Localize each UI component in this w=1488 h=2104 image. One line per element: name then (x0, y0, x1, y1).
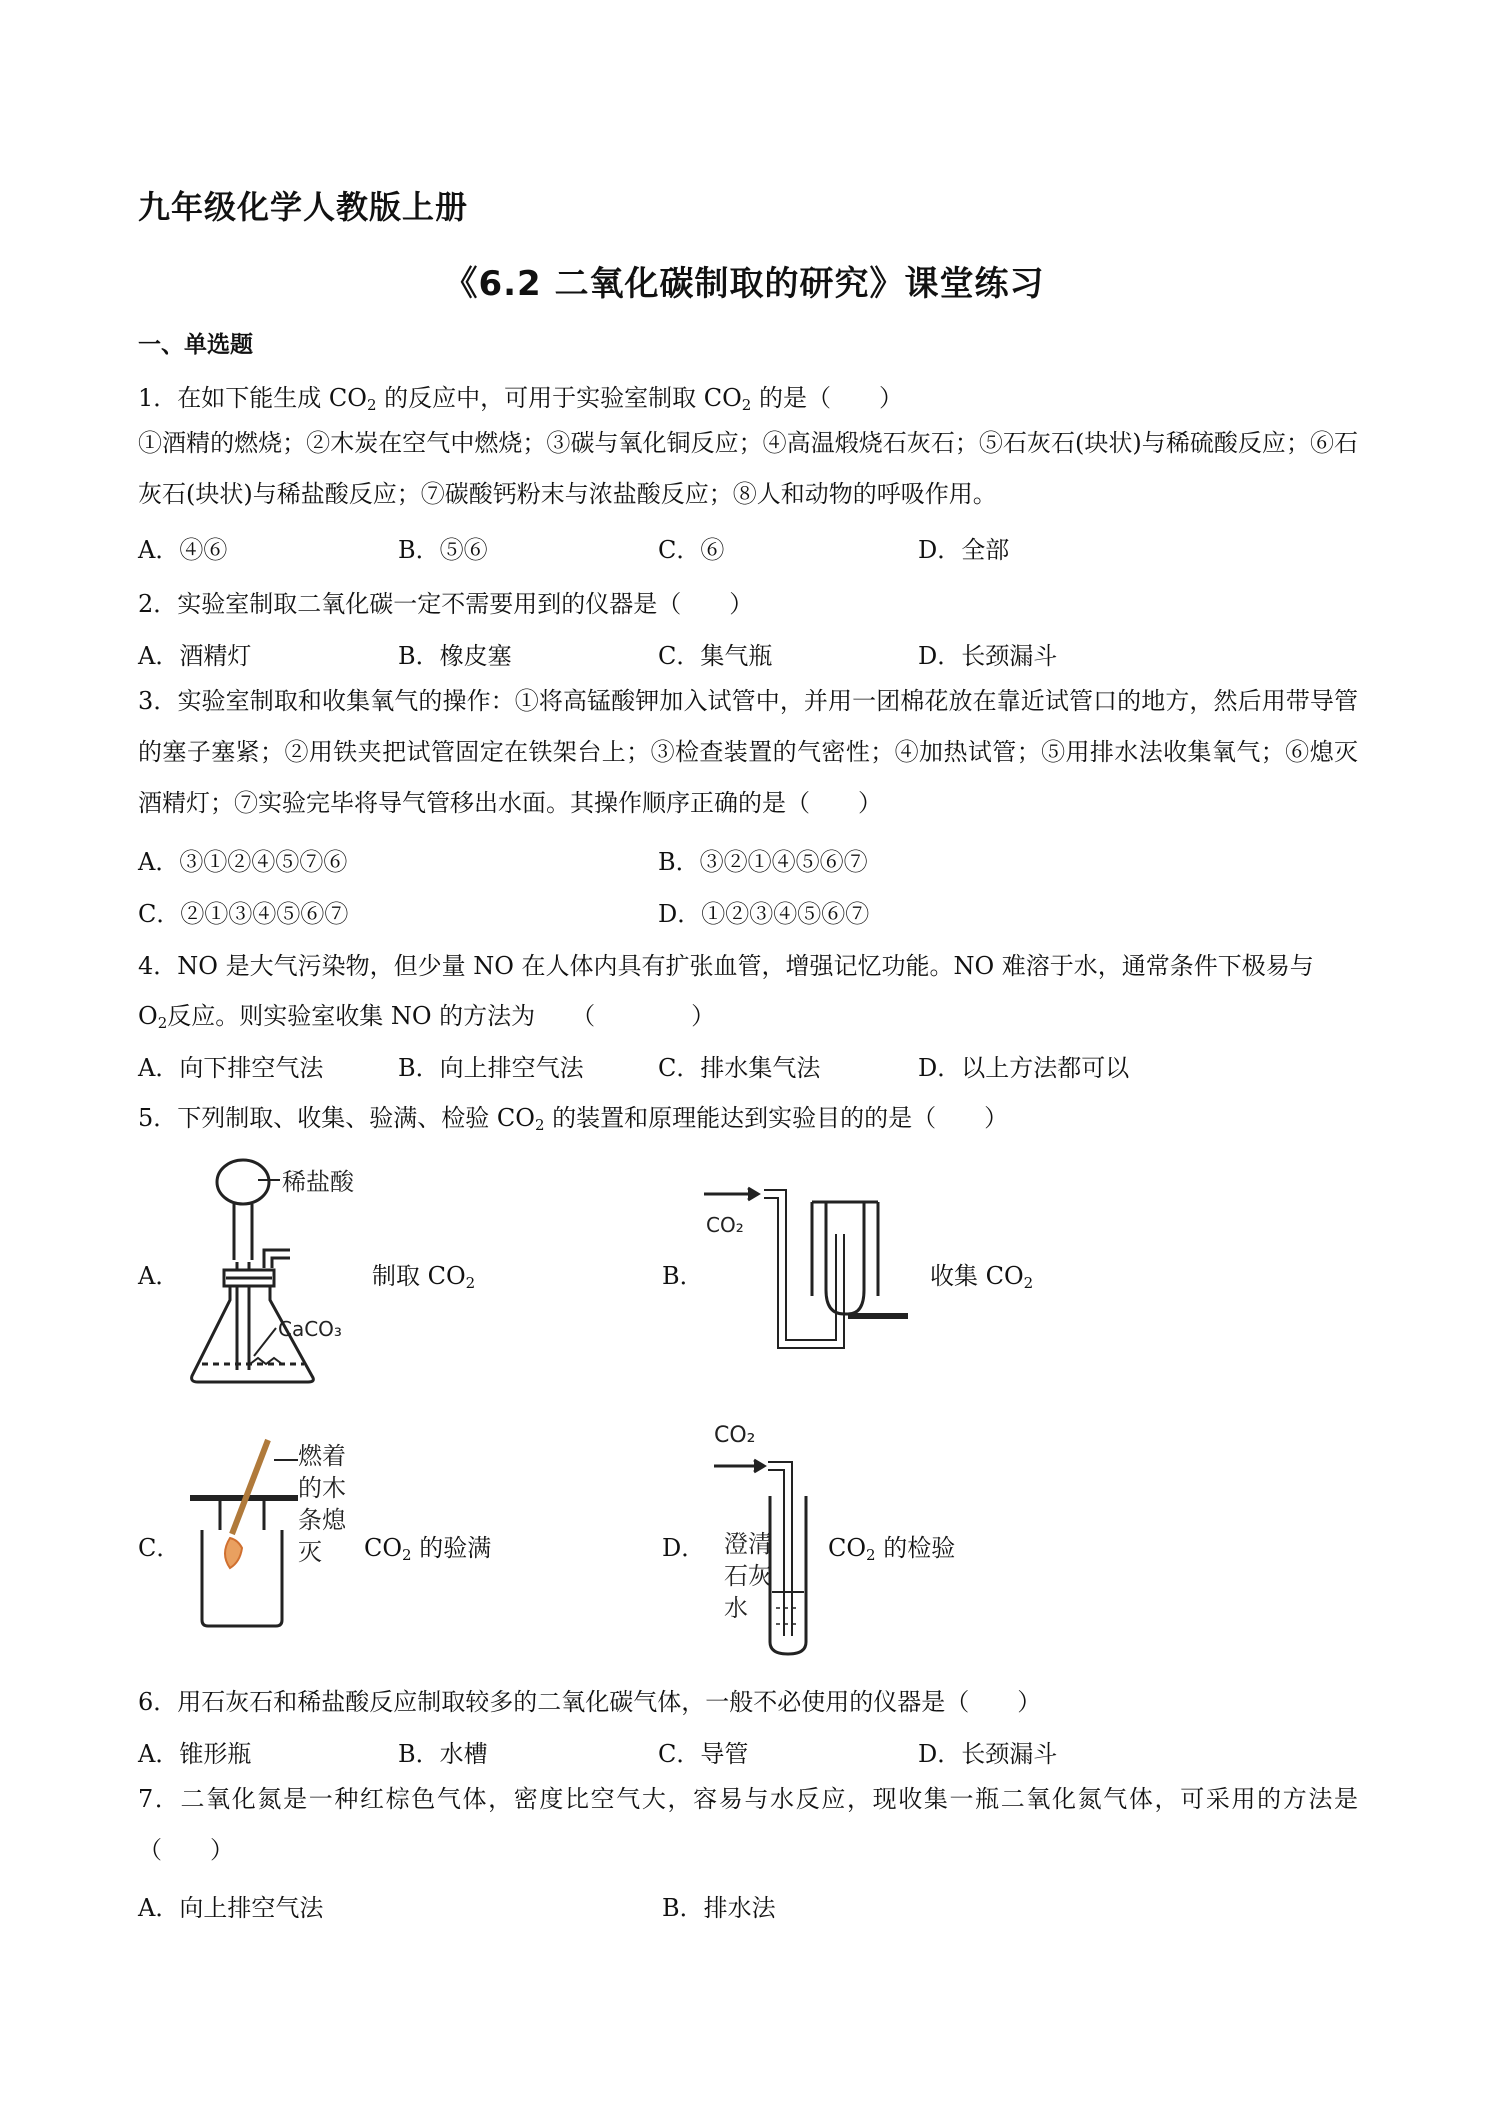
question-4-option-d[interactable]: D．以上方法都可以 (918, 1054, 1130, 1082)
fig-d-line-2: 石灰 (724, 1562, 772, 1590)
question-3-option-c[interactable]: C．②①③④⑤⑥⑦ (138, 900, 349, 928)
fig-c-line-3: 条熄 (298, 1506, 346, 1534)
question-5-option-b[interactable]: B． (662, 1262, 704, 1290)
question-5-option-c[interactable]: C． (138, 1534, 181, 1562)
option-a-caption: 制取 $CO_2$ (372, 1262, 476, 1292)
question-5-option-a[interactable]: A． (138, 1262, 180, 1290)
fig-solid-label: CaCO₃ (278, 1317, 342, 1341)
question-2-stem: 2．实验室制取二氧化碳一定不需要用到的仪器是（ ） (138, 590, 754, 618)
question-2-option-b[interactable]: B．橡皮塞 (398, 642, 512, 670)
fig-d-line-1: 澄清 (724, 1530, 772, 1558)
question-7-option-a[interactable]: A．向上排空气法 (138, 1894, 324, 1922)
fig-c-line-2: 的木 (298, 1474, 346, 1502)
question-7-option-b[interactable]: B．排水法 (662, 1894, 776, 1922)
question-7-text: 7．二氧化氮是一种红棕色气体，密度比空气大，容易与水反应，现收集一瓶二氧化氮气体，可采用的方法是（ ） (138, 1785, 1358, 1864)
question-3-option-b[interactable]: B．③②①④⑤⑥⑦ (658, 848, 868, 876)
question-2-option-d[interactable]: D．长颈漏斗 (918, 642, 1058, 670)
co2-test-diagram (712, 1416, 832, 1666)
question-6-option-c[interactable]: C．导管 (658, 1740, 749, 1768)
fig-co2-label-d: CO₂ (714, 1423, 756, 1448)
question-1-option-d[interactable]: D．全部 (918, 536, 1010, 564)
co2-generator-diagram (180, 1150, 390, 1390)
question-1-text: ①酒精的燃烧；②木炭在空气中燃烧；③碳与氧化铜反应；④高温煅烧石灰石；⑤石灰石(块状)与稀硫酸反应；⑥石灰石(块状)与稀盐酸反应；⑦碳酸钙粉末与浓盐酸反应；⑧人和动物的呼吸作用。 (138, 429, 1358, 508)
question-4-option-c[interactable]: C．排水集气法 (658, 1054, 821, 1082)
document-subtitle: 《6.2 二氧化碳制取的研究》课堂练习 (443, 264, 1045, 304)
question-4-option-a[interactable]: A．向下排空气法 (138, 1054, 324, 1082)
option-b-caption: 收集 $CO_2$ (930, 1262, 1034, 1292)
document-title: 九年级化学人教版上册 (138, 188, 469, 226)
question-1-option-c[interactable]: C．⑥ (658, 536, 725, 564)
question-6-option-a[interactable]: A．锥形瓶 (138, 1740, 252, 1768)
fig-c-line-4: 灭 (298, 1538, 322, 1566)
fig-acid-label: 稀盐酸 (282, 1168, 354, 1196)
question-5-option-d[interactable]: D． (662, 1534, 706, 1562)
question-6-stem: 6．用石灰石和稀盐酸反应制取较多的二氧化碳气体，一般不必使用的仪器是（ ） (138, 1688, 1042, 1716)
question-3-option-a[interactable]: A．③①②④⑤⑦⑥ (138, 848, 348, 876)
fig-d-line-3: 水 (724, 1594, 748, 1622)
question-1-stem: 1．在如下能生成 $CO_2$ 的反应中，可用于实验室制取 $CO_2$ 的是（ ） (138, 384, 903, 414)
fig-c-line-1: 燃着 (298, 1442, 346, 1470)
question-2-option-a[interactable]: A．酒精灯 (138, 642, 252, 670)
co2-full-check-diagram (180, 1430, 380, 1630)
question-1-option-b[interactable]: B．⑤⑥ (398, 536, 488, 564)
option-c-caption: $CO_2$ 的验满 (364, 1534, 492, 1564)
question-3-text: 3．实验室制取和收集氧气的操作：①将高锰酸钾加入试管中，并用一团棉花放在靠近试管口的地方，然后用带导管的塞子塞紧；②用铁夹把试管固定在铁架台上；③检查装置的气密性；④加热试管；⑤用排水法收集氧气；⑥熄灭酒精灯；⑦实验完毕将导气管移出水面。其操作顺序正确的是（ ） (138, 687, 1358, 817)
question-2-option-c[interactable]: C．集气瓶 (658, 642, 773, 670)
question-5-stem: 5．下列制取、收集、验满、检验 $CO_2$ 的装置和原理能达到实验目的的是（ ） (138, 1104, 1009, 1134)
question-6-option-b[interactable]: B．水槽 (398, 1740, 488, 1768)
question-4-option-b[interactable]: B．向上排空气法 (398, 1054, 584, 1082)
section-heading: 一、单选题 (138, 332, 253, 358)
question-6-option-d[interactable]: D．长颈漏斗 (918, 1740, 1058, 1768)
question-4-line-1: 4．NO 是大气污染物，但少量 NO 在人体内具有扩张血管，增强记忆功能。NO 难溶于水，通常条件下极易与 (138, 952, 1314, 980)
co2-collection-diagram (704, 1180, 924, 1350)
option-d-caption: $CO_2$ 的检验 (828, 1534, 956, 1564)
fig-co2-label-b: CO₂ (706, 1213, 744, 1237)
question-4-line-2: $O_2$反应。则实验室收集 NO 的方法为 （ ） (138, 1002, 716, 1032)
question-1-option-a[interactable]: A．④⑥ (138, 536, 228, 564)
question-3-option-d[interactable]: D．①②③④⑤⑥⑦ (658, 900, 870, 928)
